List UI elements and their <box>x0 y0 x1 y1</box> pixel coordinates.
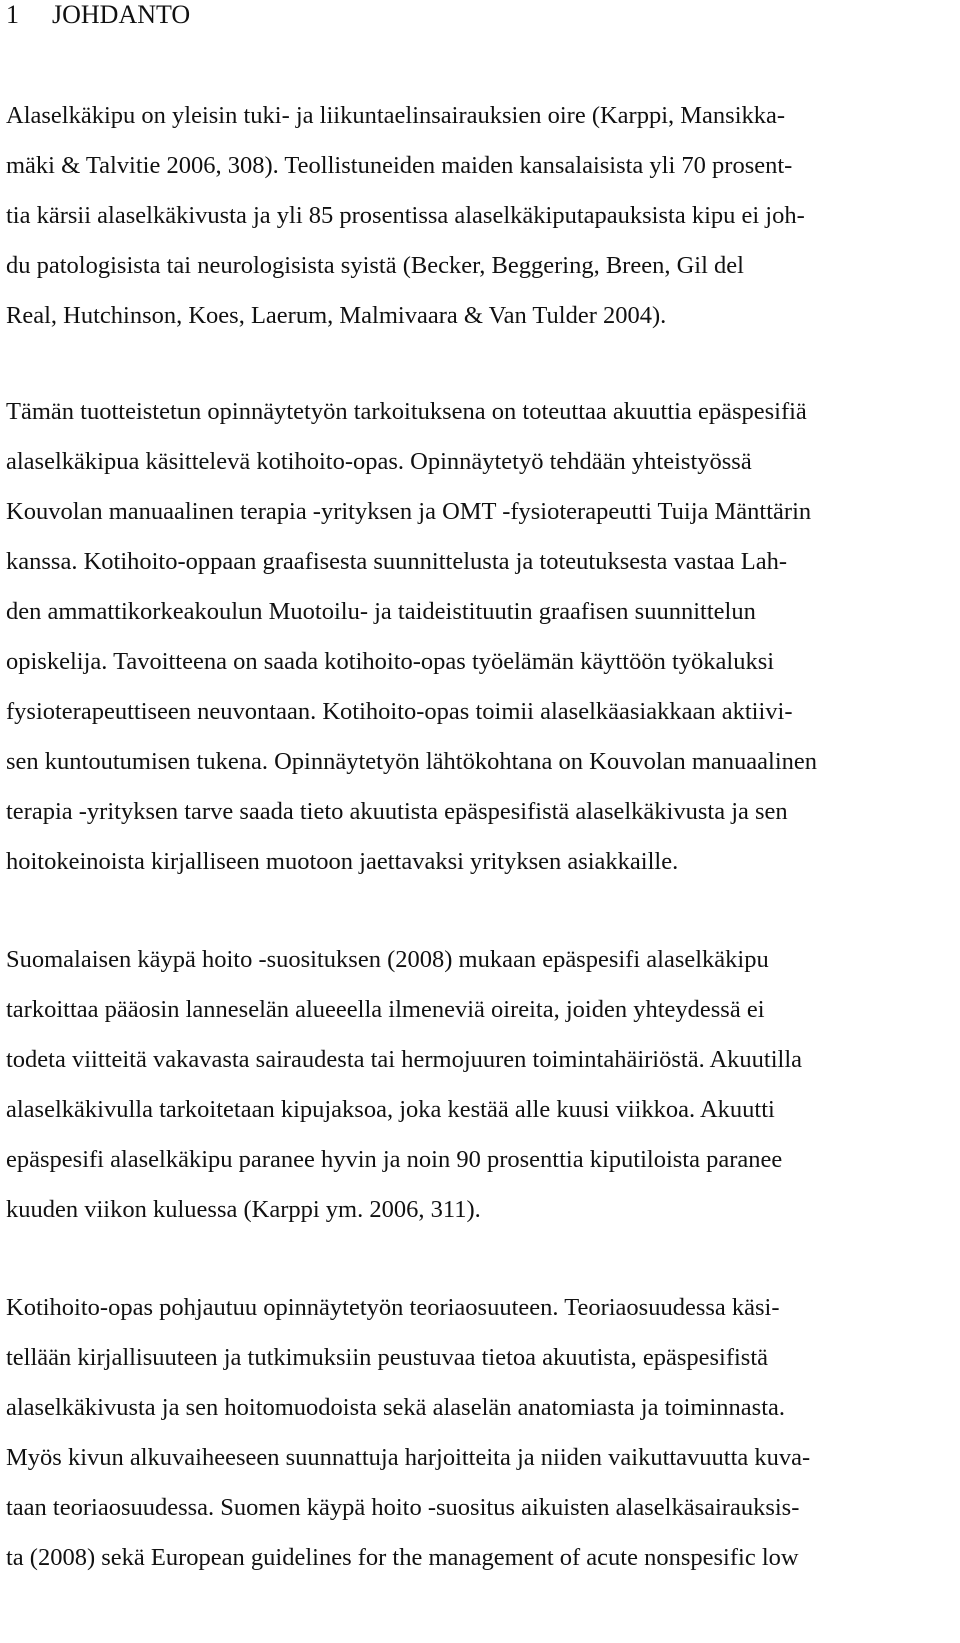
text-line: kanssa. Kotihoito-oppaan graafisesta suunnittelusta ja toteutuksesta vastaa Lah- <box>6 548 788 575</box>
text-line: alaselkäkivulla tarkoitetaan kipujaksoa, joka kestää alle kuusi viikkoa. Akuutti <box>6 1096 775 1123</box>
text-line: Kotihoito-opas pohjautuu opinnäytetyön teoriaosuuteen. Teoriaosuudessa käsi- <box>6 1294 780 1321</box>
text-line: alaselkäkipua käsittelevä kotihoito-opas. Opinnäytetyö tehdään yhteistyössä <box>6 448 752 475</box>
text-line: du patologisista tai neurologisista syistä (Becker, Beggering, Breen, Gil del <box>6 252 744 279</box>
chapter-number: 1 <box>6 0 19 29</box>
text-line: terapia -yrityksen tarve saada tieto akuutista epäspesifistä alaselkäkivusta ja sen <box>6 798 788 825</box>
text-line: Alaselkäkipu on yleisin tuki- ja liikuntaelinsairauksien oire (Karppi, Mansikka- <box>6 102 786 129</box>
paragraph-theory <box>6 1283 810 1583</box>
text-line: mäki & Talvitie 2006, 308). Teollistuneiden maiden kansalaisista yli 70 prosent- <box>6 152 793 179</box>
chapter-title: JOHDANTO <box>52 0 191 29</box>
text-line: taan teoriaosuudessa. Suomen käypä hoito -suositus aikuisten alaselkäsairauksis- <box>6 1494 800 1521</box>
paragraph-purpose <box>6 387 817 887</box>
text-line: alaselkäkivusta ja sen hoitomuodoista sekä alaselän anatomiasta ja toiminnasta. <box>6 1394 786 1421</box>
text-line: tellään kirjallisuuteen ja tutkimuksiin peustuvaa tietoa akuutista, epäspesifistä <box>6 1344 769 1371</box>
text-line: tia kärsii alaselkäkivusta ja yli 85 prosentissa alaselkäkiputapauksista kipu ei joh- <box>6 202 805 229</box>
text-line: Myös kivun alkuvaiheeseen suunnattuja harjoitteita ja niiden vaikuttavuutta kuva- <box>6 1444 811 1471</box>
text-line: tarkoittaa pääosin lanneselän alueeella ilmeneviä oireita, joiden yhteydessä ei <box>6 996 765 1023</box>
text-line: Tämän tuotteistetun opinnäytetyön tarkoituksena on toteuttaa akuuttia epäspesifiä <box>6 398 807 425</box>
text-line: fysioterapeuttiseen neuvontaan. Kotihoito-opas toimii alaselkäasiakkaan aktiivi- <box>6 698 793 725</box>
text-line: Suomalaisen käypä hoito -suosituksen (2008) mukaan epäspesifi alaselkäkipu <box>6 946 769 973</box>
text-line: hoitokeinoista kirjalliseen muotoon jaettavaksi yrityksen asiakkaille. <box>6 848 679 875</box>
text-line: sen kuntoutumisen tukena. Opinnäytetyön lähtökohtana on Kouvolan manuaalinen <box>6 748 818 775</box>
paragraph-definition <box>6 935 802 1235</box>
paragraph-introduction <box>6 91 805 341</box>
text-line: kuuden viikon kuluessa (Karppi ym. 2006, 311). <box>6 1196 481 1223</box>
text-line: Kouvolan manuaalinen terapia -yrityksen ja OMT -fysioterapeutti Tuija Mänttärin <box>6 498 812 525</box>
text-line: epäspesifi alaselkäkipu paranee hyvin ja noin 90 prosenttia kiputiloista paranee <box>6 1146 783 1173</box>
chapter-heading <box>6 0 190 30</box>
text-line: todeta viitteitä vakavasta sairaudesta tai hermojuuren toimintahäiriöstä. Akuutilla <box>6 1046 803 1073</box>
text-line: Real, Hutchinson, Koes, Laerum, Malmivaara & Van Tulder 2004). <box>6 302 667 329</box>
text-line: ta (2008) sekä European guidelines for the management of acute nonspesific low <box>6 1544 799 1571</box>
text-line: den ammattikorkeakoulun Muotoilu- ja taideistituutin graafisen suunnittelun <box>6 598 756 625</box>
text-line: opiskelija. Tavoitteena on saada kotihoito-opas työelämän käyttöön työkaluksi <box>6 648 775 675</box>
